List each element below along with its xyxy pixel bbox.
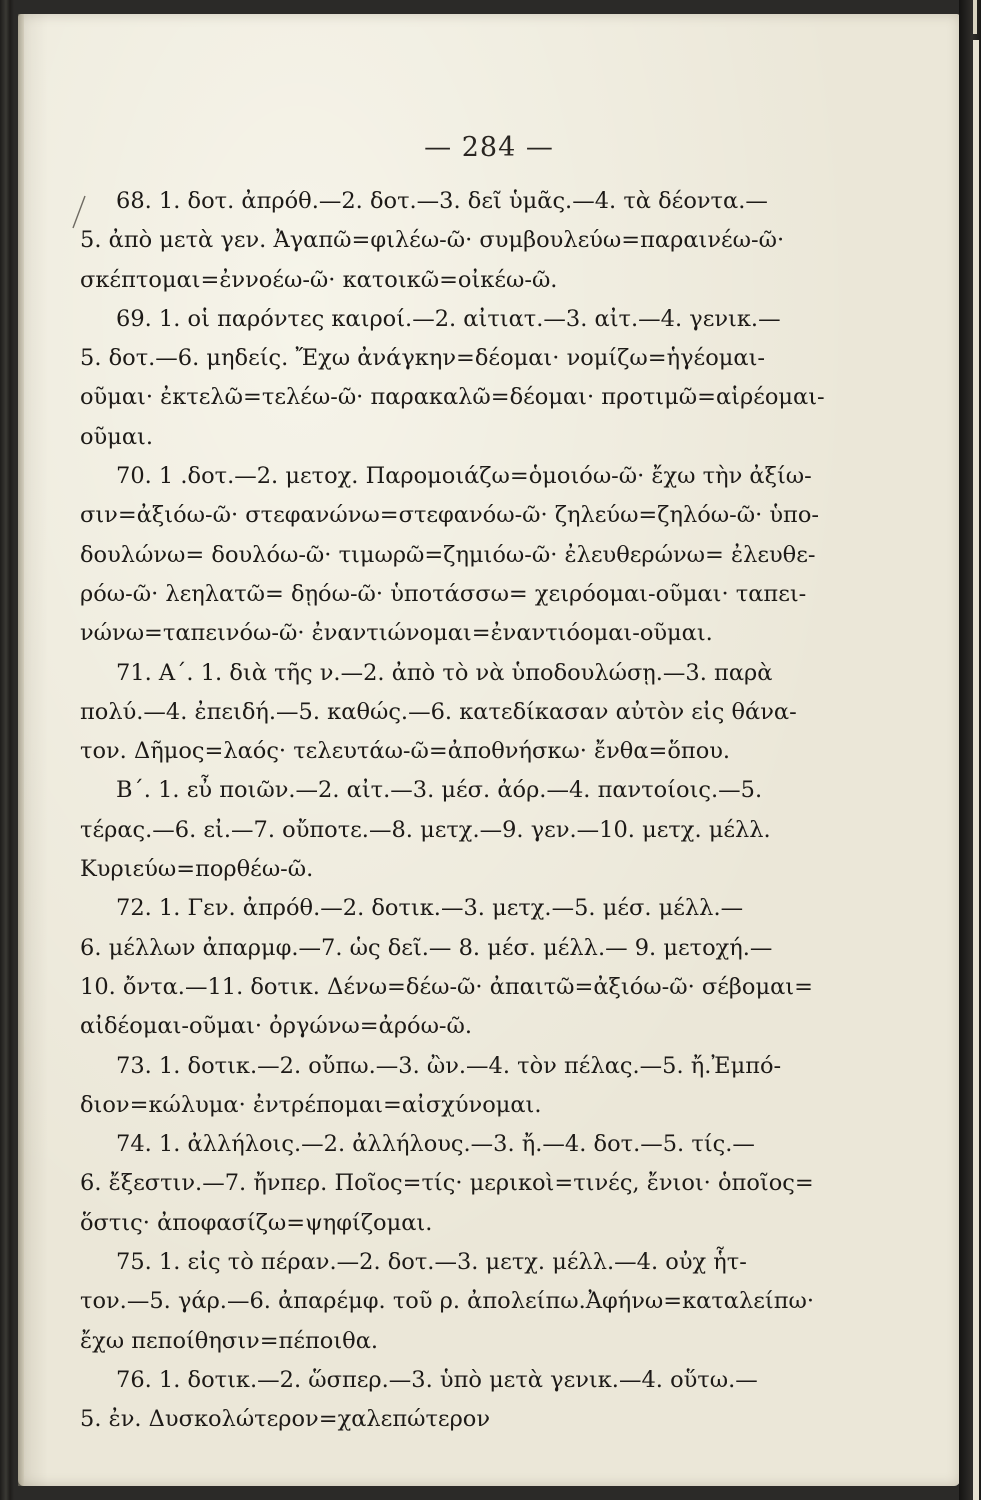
page-binding-edge: [18, 14, 24, 1486]
page-edge-sliver: [973, 0, 977, 34]
page-edge-sliver-lower: [973, 40, 979, 1500]
page-number: — 284 —: [424, 132, 554, 163]
entry-71-b: Β΄. 1. εὖ ποιῶν.—2. αἰτ.—3. μέσ. ἀόρ.—4. παντοίοις.—5. τέρας.—6. εἰ.—7. οὔποτε.—8. μετχ.—9. γεν.—10. μετχ. μέλλ. Κυριεύω=πορθέω-ῶ.: [80, 777, 771, 883]
entry-69: 69. 1. οἱ παρόντες καιροί.—2. αἰτιατ.—3. αἰτ.—4. γενικ.— 5. δοτ.—6. μηδείς. Ἔχω ἀνάγκην=δέομαι· νομίζω=ἡγέομαι- οῦμαι· ἐκτελῶ=τελέω-ῶ· παρακαλῶ=δέομαι· προτιμῶ=αἱρέομαι- οῦμαι.: [80, 305, 825, 450]
entry-74: 74. 1. ἀλλήλοις.—2. ἀλλήλους.—3. ἤ.—4. δοτ.—5. τίς.— 6. ἔξεστιν.—7. ἤνπερ. Ποῖος=τίς· μερικοὶ=τινές, ἔνιοι· ὁποῖος= ὅστις· ἀποφασίζω=ψηφίζομαι.: [80, 1131, 814, 1236]
next-page-edge: [959, 0, 981, 1500]
entry-70: 70. 1 .δοτ.—2. μετοχ. Παρομοιάζω=ὁμοιόω-ῶ· ἔχω τὴν ἀξίω- σιν=ἀξιόω-ῶ· στεφανώνω=στεφανόω-ῶ· ζηλεύω=ζηλόω-ῶ· ὑπο- δουλώνω= δουλόω-ῶ· τιμωρῶ=ζημιόω-ῶ· ἐλευθερώνω= ἐλευθε- ρόω-ῶ· λεηλατῶ= δῃόω-ῶ· ὑποτάσσω= χειρόομαι-οῦμαι· ταπει- νώνω=ταπεινόω-ῶ· ἐναντιώνομαι=ἐναντιόομαι-οῦμαι.: [80, 463, 819, 647]
entry-71-a: 71. Α΄. 1. διὰ τῆς ν.—2. ἀπὸ τὸ νὰ ὑποδουλώσῃ.—3. παρὰ πολύ.—4. ἐπειδή.—5. καθώς.—6. κατεδίκασαν αὐτὸν εἰς θάνα- τον. Δῆμος=λαός· τελευτάω-ῶ=ἀποθνήσκω· ἔνθα=ὅπου.: [80, 659, 797, 765]
entry-76: 76. 1. δοτικ.—2. ὥσπερ.—3. ὑπὸ μετὰ γενικ.—4. οὕτω.— 5. ἐν. Δυσκολώτερον=χαλεπώτερον: [80, 1366, 758, 1433]
entry-72: 72. 1. Γεν. ἀπρόθ.—2. δοτικ.—3. μετχ.—5. μέσ. μέλλ.— 6. μέλλων ἀπαρμφ.—7. ὡς δεῖ.— 8. μέσ. μέλλ.— 9. μετοχή.— 10. ὄντα.—11. δοτικ. Δένω=δέω-ῶ· ἀπαιτῶ=ἀξιόω-ῶ· σέβομαι= αἰδέομαι-οῦμαι· ὀργώνω=ἀρόω-ῶ.: [80, 895, 813, 1040]
book-page: [18, 14, 960, 1486]
answer-key-text: [80, 182, 880, 1440]
entry-73: 73. 1. δοτικ.—2. οὔπω.—3. ὢν.—4. τὸν πέλας.—5. ἤ.Ἐμπό- διον=κώλυμα· ἐντρέπομαι=αἰσχύνομαι.: [80, 1052, 782, 1118]
entry-75: 75. 1. εἰς τὸ πέραν.—2. δοτ.—3. μετχ. μέλλ.—4. οὐχ ἧτ- τον.—5. γάρ.—6. ἀπαρέμφ. τοῦ ρ. ἀπολείπω.Ἀφήνω=καταλείπω· ἔχω πεποίθησιν=πέποιθα.: [80, 1249, 815, 1354]
entry-68: 68. 1. δοτ. ἀπρόθ.—2. δοτ.—3. δεῖ ὑμᾶς.—4. τὰ δέοντα.— 5. ἀπὸ μετὰ γεν. Ἀγαπῶ=φιλέω-ῶ· συμβουλεύω=παραινέω-ῶ· σκέπτομαι=ἐννοέω-ῶ· κατοικῶ=οἰκέω-ῶ.: [80, 188, 785, 293]
